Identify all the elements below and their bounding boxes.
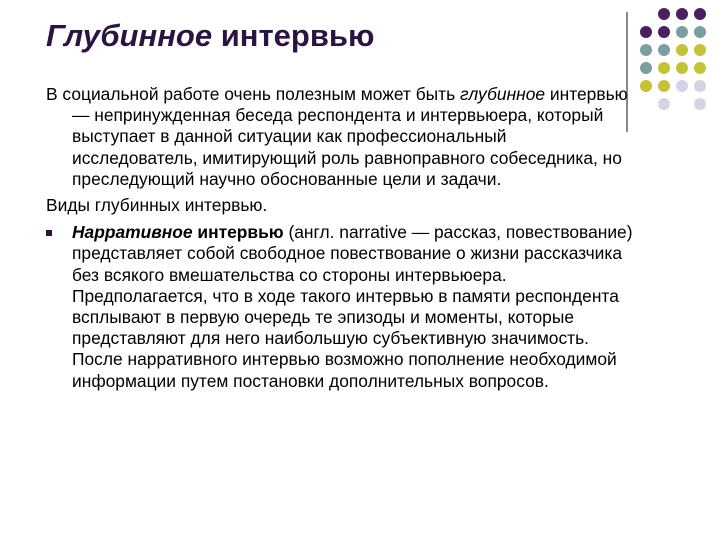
bullet-description: (англ. narrative — рассказ, повествование) представляет собой свободное повествование о жизни рассказчика без всякого вмешательства со стороны интервьюера. Предполагается, что в ходе такого интервью в памяти респондента всплывают в первую очередь те эпизоды и моменты, которые представляют для него наибольшую субъективную значимость. После нарративного интервью возможно пополнение необходимой информации путем постановки дополнительных вопросов.: [72, 222, 633, 391]
decor-dot: [640, 26, 652, 38]
title-rest: интервью: [212, 18, 375, 53]
decor-dot: [658, 62, 670, 74]
decor-dot: [676, 26, 688, 38]
decor-dot: [694, 44, 706, 56]
decor-dot: [676, 8, 688, 20]
types-heading-text: Виды глубинных интервью: [46, 195, 263, 216]
decor-dot: [694, 26, 706, 38]
bullet-narrative: [46, 222, 636, 392]
decor-dot: [658, 44, 670, 56]
intro-text-start: В социальной работе очень полезным может быть: [46, 84, 461, 104]
decor-dot: [676, 80, 688, 92]
decor-dot: [694, 80, 706, 92]
intro-paragraph: [46, 84, 636, 190]
decor-dot: [694, 98, 706, 110]
decor-dot: [694, 62, 706, 74]
decor-dot: [658, 98, 670, 110]
types-heading: [46, 195, 636, 216]
decor-dot: [658, 8, 670, 20]
decor-dot: [640, 80, 652, 92]
decor-dot: [676, 44, 688, 56]
decor-dot: [640, 62, 652, 74]
decor-dot-grid: [640, 8, 712, 118]
intro-text-rest: интервью — непринужденная беседа респондента и интервьюера, который выступает в данной ситуации как профессиональный исследователь, имитирующий роль равноправного собеседника, но преследующий научно обоснованные цели и задачи.: [72, 84, 628, 189]
decor-dot: [658, 80, 670, 92]
intro-italic-term: глубинное: [460, 84, 546, 104]
decor-dot: [694, 8, 706, 20]
decor-dot: [676, 62, 688, 74]
bullet-term-italic: Нарративное: [72, 222, 193, 243]
decor-dot: [640, 44, 652, 56]
types-heading-dot: .: [262, 195, 268, 216]
bullet-square-icon: [46, 230, 52, 236]
decor-dot: [658, 26, 670, 38]
slide-body: [46, 84, 636, 392]
title-italic: Глубинное: [46, 18, 213, 53]
slide-title: [46, 18, 374, 54]
bullet-term-bold: интервью: [192, 222, 284, 243]
